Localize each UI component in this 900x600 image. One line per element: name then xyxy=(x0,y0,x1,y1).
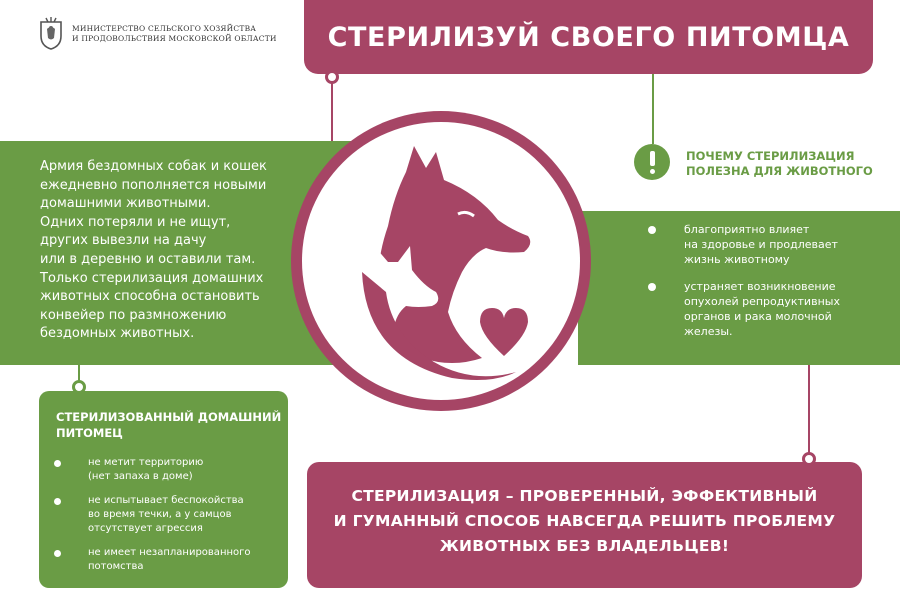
pet-title-line-2: ПИТОМЕЦ xyxy=(56,426,123,440)
list-item xyxy=(648,279,888,339)
conclusion-line-2: И ГУМАННЫЙ СПОСОБ НАВСЕГДА РЕШИТЬ ПРОБЛЕМУ xyxy=(333,512,836,530)
list-item xyxy=(54,546,284,574)
list-item-line: не испытывает беспокойства xyxy=(88,495,244,506)
list-item-line: устраняет возникновение xyxy=(684,280,836,293)
dog-cat-silhouette-icon xyxy=(302,122,580,400)
intro-line: Армия бездомных собак и кошек xyxy=(40,159,267,174)
list-item-line: жизнь животному xyxy=(684,253,790,266)
bullet-icon xyxy=(648,226,656,234)
intro-line: других вывезли на дачу xyxy=(40,233,207,249)
conclusion-line-1: СТЕРИЛИЗАЦИЯ – ПРОВЕРЕННЫЙ, ЭФФЕКТИВНЫЙ xyxy=(351,487,818,505)
pet-card-title xyxy=(56,409,282,441)
list-item-line: не метит территорию xyxy=(88,457,204,468)
list-item-line: отсутствует агрессия xyxy=(88,523,203,534)
benefits-title-line-1: ПОЧЕМУ СТЕРИЛИЗАЦИЯ xyxy=(686,149,855,163)
list-item-line: опухолей репродуктивных xyxy=(684,295,840,308)
pet-title-line-1: СТЕРИЛИЗОВАННЫЙ ДОМАШНИЙ xyxy=(56,410,282,424)
bullet-icon xyxy=(648,283,656,291)
pet-list xyxy=(54,456,284,584)
intro-line: бездомных животных. xyxy=(40,326,195,342)
connector-line xyxy=(652,74,654,144)
intro-line: животных способна остановить xyxy=(40,289,260,305)
list-item-line: железы. xyxy=(684,325,733,338)
connector-node xyxy=(72,380,86,394)
conclusion-text xyxy=(307,484,862,559)
bullet-icon xyxy=(54,550,61,557)
list-item xyxy=(648,222,888,267)
intro-line: Одних потеряли и не ищут, xyxy=(40,214,231,230)
connector-line xyxy=(808,365,810,463)
coat-of-arms-icon xyxy=(37,16,65,50)
list-item-line: (нет запаха в доме) xyxy=(88,471,193,482)
page-title: СТЕРИЛИЗУЙ СВОЕГО ПИТОМЦА xyxy=(327,21,850,53)
intro-line: Только стерилизация домашних xyxy=(40,270,264,286)
exclamation-icon xyxy=(634,144,670,180)
ministry-line-2: И ПРОДОВОЛЬСТВИЯ МОСКОВСКОЙ ОБЛАСТИ xyxy=(72,34,277,43)
list-item-line: не имеет незапланированного xyxy=(88,547,251,558)
conclusion-line-3: ЖИВОТНЫХ БЕЗ ВЛАДЕЛЬЦЕВ! xyxy=(439,537,730,555)
connector-node xyxy=(325,70,339,84)
list-item-line: потомства xyxy=(88,561,144,572)
intro-line: домашними животными. xyxy=(40,196,211,212)
list-item-line: на здоровье и продлевает xyxy=(684,238,838,251)
bullet-icon xyxy=(54,460,61,467)
intro-text xyxy=(40,158,320,344)
list-item-line: органов и рака молочной xyxy=(684,310,832,323)
bullet-icon xyxy=(54,498,61,505)
heart-icon xyxy=(480,308,528,356)
intro-line: или в деревню и оставили там. xyxy=(40,251,256,267)
ministry-name xyxy=(72,24,277,44)
intro-line: ежедневно пополняется новыми xyxy=(40,177,267,193)
benefits-list xyxy=(648,222,888,351)
list-item-line: во время течки, а у самцов xyxy=(88,509,232,520)
benefits-title-line-2: ПОЛЕЗНА ДЛЯ ЖИВОТНОГО xyxy=(686,164,873,178)
intro-line: конвейер по размножению xyxy=(40,307,227,323)
list-item-line: благоприятно влияет xyxy=(684,223,810,236)
list-item xyxy=(54,494,284,536)
benefits-title xyxy=(686,149,886,179)
list-item xyxy=(54,456,284,484)
ministry-line-1: МИНИСТЕРСТВО СЕЛЬСКОГО ХОЗЯЙСТВА xyxy=(72,24,257,33)
connector-node xyxy=(802,452,816,466)
